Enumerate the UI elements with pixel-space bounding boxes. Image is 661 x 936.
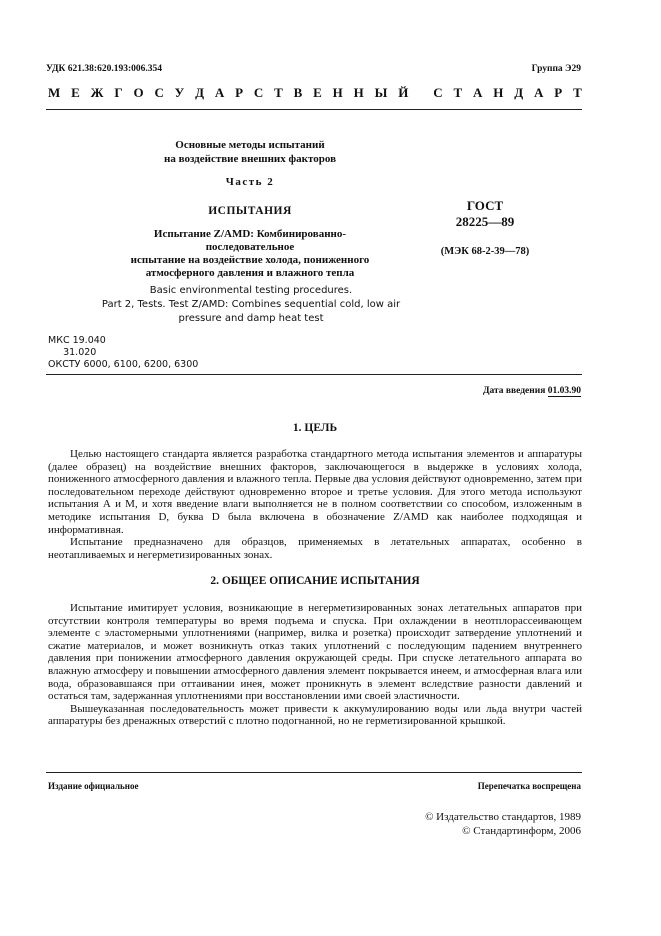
banner-letter: Н: [332, 85, 343, 100]
english-title-line2: Part 2, Tests. Test Z/AMD: Combines sequential cold, low air: [101, 299, 401, 310]
classification-codes: [48, 335, 198, 371]
banner-letter: С: [433, 85, 443, 100]
banner-letter: Н: [493, 85, 504, 100]
reprint-notice: Перепечатка воспрещена: [477, 781, 581, 791]
intro-date-label: Дата введения: [482, 386, 546, 396]
banner-letter: М: [48, 85, 61, 100]
banner-letter: С: [253, 85, 264, 100]
group-code: Группа Э29: [531, 64, 581, 74]
intro-date: [483, 386, 581, 396]
mks-code-2: 31.020: [48, 347, 97, 358]
oksty-code: ОКСТУ 6000, 6100, 6200, 6300: [48, 359, 199, 370]
intro-date-value: 01.03.90: [547, 386, 581, 396]
banner-letter: О: [133, 85, 144, 100]
section1-body: [48, 448, 582, 561]
section-title: ИСПЫТАНИЯ: [208, 205, 292, 217]
part-label: Часть 2: [225, 176, 275, 188]
banner-letter: Ж: [90, 85, 104, 100]
standard-banner: [48, 85, 582, 101]
banner-letter: А: [534, 85, 544, 100]
main-title-line2: на воздействие внешних факторов: [163, 153, 337, 165]
section1-paragraph: Целью настоящего стандарта является разработка стандартного метода испытания элементов и аппаратуры (далее образец) на воздействие внешних факторов, заключающегося в выдержке в условиях холода, пониженного атмосферного давления и влажного тепла. Первые два условия действуют одновременно, затем при последовательном переходе действуют одновременно второе и третье условия. Для этого метода используют испытания А и М, и хотя введение влаги выполняется не в полном соответствии со способом, изложенным в методике испытания D, буква D была включена в обозначение Z/AMD как наиболее подходящая и информативная.: [48, 448, 582, 536]
section2-heading: 2. ОБЩЕЕ ОПИСАНИЕ ИСПЫТАНИЯ: [210, 575, 420, 587]
section1-paragraph: Испытание предназначено для образцов, применяемых в летательных аппаратах, особенно в неотапливаемых и негерметизированных зонах.: [48, 536, 582, 561]
banner-letter: Е: [313, 85, 322, 100]
english-title: [96, 284, 406, 326]
banner-letter: Т: [453, 85, 463, 100]
gost-label: ГОСТ: [466, 198, 504, 213]
main-title-line1: Основные методы испытаний: [175, 139, 325, 151]
english-title-line1: Basic environmental testing procedures.: [149, 285, 353, 296]
banner-letter: Ы: [374, 85, 388, 100]
banner-letter: Г: [114, 85, 123, 100]
banner-letter: Д: [195, 85, 205, 100]
test-title: [120, 228, 380, 280]
official-edition: Издание официальное: [48, 781, 139, 791]
section1-heading: 1. ЦЕЛЬ: [292, 422, 338, 434]
gost-designation: [430, 198, 540, 230]
english-title-line3: pressure and damp heat test: [178, 313, 324, 324]
banner-letter: Т: [274, 85, 283, 100]
banner-letter: В: [293, 85, 303, 100]
test-title-line1: Испытание Z/AMD: Комбинированно-последовательное: [153, 228, 347, 253]
mks-code-1: МКС 19.040: [48, 335, 106, 346]
udk-code: УДК 621.38:620.193:006.354: [46, 64, 163, 74]
banner-gap: [419, 85, 422, 101]
banner-letter: Е: [71, 85, 80, 100]
footer-rule: [46, 772, 582, 773]
banner-letter: А: [214, 85, 225, 100]
copyright-line2: © Стандартинформ, 2006: [462, 825, 581, 837]
banner-letter: Р: [554, 85, 563, 100]
section2-paragraph: Вышеуказанная последовательность может привести к аккумулированию воды или льда внутри частей аппаратуры без дренажных отверстий с плотно подогнанной, но не герметизированной крышкой.: [48, 702, 582, 728]
header-rule: [46, 109, 582, 110]
banner-letter: Р: [235, 85, 244, 100]
banner-letter: Й: [398, 85, 409, 100]
main-title: [120, 138, 380, 166]
meta-rule: [46, 374, 582, 375]
copyright-line1: © Издательство стандартов, 1989: [425, 811, 581, 823]
iec-reference: (МЭК 68-2-39—78): [440, 246, 530, 257]
copyright: [425, 810, 581, 838]
test-title-line2: испытание на воздействие холода, пониженного: [130, 254, 370, 266]
banner-letter: Т: [573, 85, 582, 100]
section2-body: [48, 602, 582, 728]
banner-letter: Д: [514, 85, 524, 100]
banner-letter: Н: [353, 85, 364, 100]
gost-number: 28225—89: [455, 214, 515, 229]
test-title-line3: атмосферного давления и влажного тепла: [145, 267, 355, 279]
section2-paragraph: Испытание имитирует условия, возникающие в негерметизированных зонах летательных аппаратов при отсутствии контроля температуры во время подъема и спуска. При охлаждении в неотплорассеивающем элементе с эластомерными уплотнениями (например, вилка и розетка) происходит затвердение уплотнений и сжатие материалов, и может возникнуть отказ таких уплотнений с последующим падением внутреннего давления при понижении атмосферного давления окружающей среды. При спуске летательного аппарата во влажную атмосферу и повышении атмосферного давления элемент покрывается инеем, и атмосферная влага или вода, образовавшаяся при оттаивании инея, может проникнуть в элемент вследствие разности давлений и остаться там, задержанная уплотнениями при восстановлении ими своей эластичности.: [48, 602, 582, 703]
banner-letter: С: [154, 85, 164, 100]
banner-letter: А: [473, 85, 483, 100]
banner-letter: У: [174, 85, 185, 100]
